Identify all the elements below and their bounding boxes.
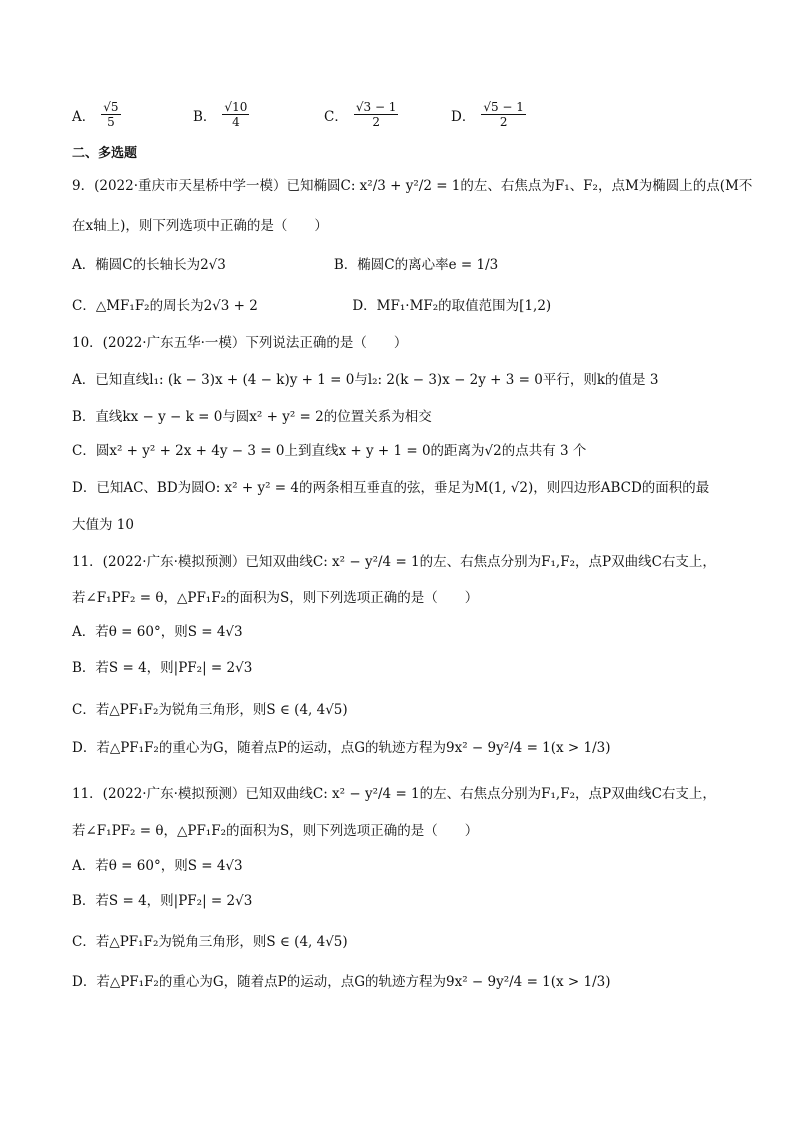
option-a [72, 100, 121, 129]
fraction-numerator: √3 − 1 [355, 100, 397, 114]
question-11-repeat-option-a: A．若θ = 60°，则S = 4√3 [72, 858, 243, 874]
question-10-option-d-line-2: 大值为 10 [72, 517, 134, 533]
question-10-option-b: B．直线kx − y − k = 0与圆x² + y² = 2的位置关系为相交 [72, 409, 432, 425]
question-11-option-b: B．若S = 4，则|PF₂| = 2√3 [72, 660, 253, 676]
option-d [451, 100, 526, 129]
fraction-numerator: √5 [103, 100, 119, 114]
option-letter: B． [193, 108, 217, 125]
question-9-options-ab: A．椭圆C的长轴长为2√3 B．椭圆C的离心率e = 1/3 [72, 257, 499, 273]
fraction-denominator: 4 [232, 115, 240, 129]
fraction-denominator: 5 [107, 115, 115, 129]
fraction-numerator: √10 [224, 100, 248, 114]
question-10-option-c: C．圆x² + y² + 2x + 4y − 3 = 0上到直线x + y + 1 = 0的距离为√2的点共有 3 个 [72, 443, 587, 459]
answer-options-row [0, 100, 794, 136]
fraction-denominator: 2 [372, 115, 380, 129]
question-9-options-cd: C．△MF₁F₂的周长为2√3 + 2 D．MF₁·MF₂的取值范围为[1,2) [72, 298, 552, 314]
question-11-option-d: D．若△PF₁F₂的重心为G，随着点P的运动，点G的轨迹方程为9x² − 9y²/4 = 1(x > 1/3) [72, 740, 611, 756]
question-11-stem-line-1: 11．(2022·广东·模拟预测）已知双曲线C: x² − y²/4 = 1的左、右焦点分别为F₁,F₂，点P双曲线C右支上， [72, 554, 716, 570]
question-11-repeat-stem-line-1: 11．(2022·广东·模拟预测）已知双曲线C: x² − y²/4 = 1的左、右焦点分别为F₁,F₂，点P双曲线C右支上， [72, 786, 716, 802]
section-title: 二、多选题 [72, 146, 138, 161]
option-letter: D． [451, 108, 476, 125]
fraction [101, 100, 120, 129]
fraction [222, 100, 249, 129]
question-11-option-a: A．若θ = 60°，则S = 4√3 [72, 624, 243, 640]
fraction-denominator: 2 [499, 115, 508, 129]
question-11-repeat-stem-line-2: 若∠F₁PF₂ = θ，△PF₁F₂的面积为S，则下列选项正确的是（ ） [72, 823, 479, 839]
fraction-numerator: √5 − 1 [483, 100, 524, 114]
question-11-stem-line-2: 若∠F₁PF₂ = θ，△PF₁F₂的面积为S，则下列选项正确的是（ ） [72, 590, 479, 606]
question-10-stem: 10．(2022·广东五华·一模）下列说法正确的是（ ） [72, 335, 408, 351]
option-c [324, 100, 398, 129]
question-11-repeat-option-c: C．若△PF₁F₂为锐角三角形，则S ∈ (4, 4√5) [72, 934, 348, 950]
question-11-repeat-option-d: D．若△PF₁F₂的重心为G，随着点P的运动，点G的轨迹方程为9x² − 9y²/4 = 1(x > 1/3) [72, 974, 611, 990]
question-9-stem-line-1: 9．(2022·重庆市天星桥中学一模）已知椭圆C: x²/3 + y²/2 = 1的左、右焦点为F₁、F₂，点M为椭圆上的点(M不 [72, 178, 753, 194]
question-11-repeat-option-b: B．若S = 4，则|PF₂| = 2√3 [72, 893, 253, 909]
question-10-option-a: A．已知直线l₁: (k − 3)x + (4 − k)y + 1 = 0与l₂: 2(k − 3)x − 2y + 3 = 0平行，则k的值是 3 [72, 372, 659, 388]
option-letter: C． [324, 108, 348, 125]
option-b [193, 100, 249, 129]
fraction [481, 100, 526, 129]
question-10-option-d-line-1: D．已知AC、BD为圆O: x² + y² = 4的两条相互垂直的弦，垂足为M(1, √2)，则四边形ABCD的面积的最 [72, 480, 710, 496]
question-11-option-c: C．若△PF₁F₂为锐角三角形，则S ∈ (4, 4√5) [72, 702, 348, 718]
fraction [354, 100, 399, 129]
question-9-stem-line-2: 在x轴上)，则下列选项中正确的是（ ） [72, 218, 328, 234]
option-letter: A． [72, 108, 96, 125]
